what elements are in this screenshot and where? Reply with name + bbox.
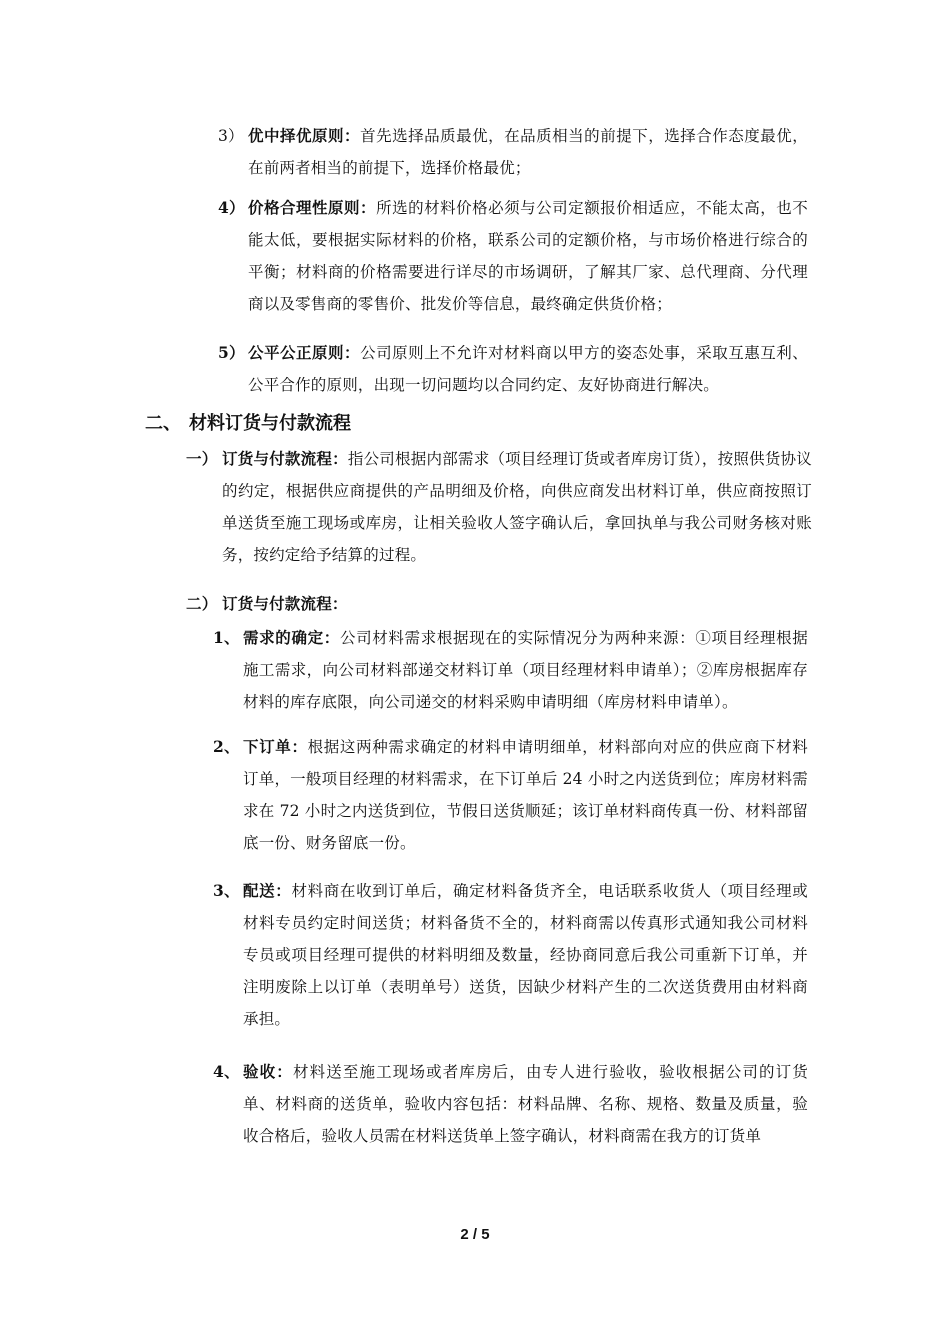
subsection-2 [186, 588, 812, 620]
step-4-title: 验收： [243, 1062, 293, 1081]
step-2-text: 根据这两种需求确定的材料申请明细单，材料部向对应的供应商下材料订单，一般项目经理的材料需求，在下订单后 24 小时之内送货到位；库房材料需求在 72 小时之内送货到位，节假日送货顺延；该订单材料商传真一份、材料部留底一份、财务留底一份。 [243, 738, 808, 852]
step-4-text: 材料送至施工现场或者库房后，由专人进行验收，验收根据公司的订货单、材料商的送货单，验收内容包括：材料品牌、名称、规格、数量及质量，验收合格后，验收人员需在材料送货单上签字确认，材料商需在我方的订货单 [243, 1063, 808, 1145]
principle-3-text: 首先选择品质最优，在品质相当的前提下，选择合作态度最优，在前两者相当的前提下，选择价格最优； [248, 127, 808, 177]
step-2-number: 2、 [213, 737, 240, 756]
step-3-title: 配送： [243, 881, 292, 900]
step-3-number: 3、 [213, 881, 240, 900]
step-1-number: 1、 [213, 628, 240, 647]
step-4-number: 4、 [213, 1062, 240, 1081]
principle-3 [218, 120, 808, 184]
principle-3-title: 优中择优原则： [248, 126, 361, 145]
subsection-2-number: 二） [186, 594, 218, 613]
step-2 [213, 731, 808, 859]
principle-3-number: 3） [218, 127, 244, 145]
step-4 [213, 1056, 808, 1152]
step-3 [213, 875, 808, 1035]
principle-5-number: 5） [218, 343, 245, 362]
principle-4-number: 4） [218, 198, 245, 217]
section-heading [145, 408, 351, 440]
principle-4 [218, 192, 808, 320]
subsection-2-title: 订货与付款流程： [222, 594, 348, 613]
step-1 [213, 622, 808, 718]
subsection-1-text: 指公司根据内部需求（项目经理订货或者库房订货），按照供货协议的约定，根据供应商提供的产品明细及价格，向供应商发出材料订单，供应商按照订单送货至施工现场或库房，让相关验收人签字确认后，拿回执单与我公司财务核对账务，按约定给予结算的过程。 [222, 450, 812, 564]
section-number: 二、 [145, 413, 181, 434]
step-3-text: 材料商在收到订单后，确定材料备货齐全，电话联系收货人（项目经理或材料专员约定时间送货；材料备货不全的，材料商需以传真形式通知我公司材料专员或项目经理可提供的材料明细及数量，经协商同意后我公司重新下订单，并注明废除上以订单（表明单号）送货，因缺少材料产生的二次送货费用由材料商承担。 [243, 882, 808, 1028]
page-number: 2 / 5 [460, 1226, 490, 1243]
principle-5 [218, 337, 808, 401]
principle-4-text: 所选的材料价格必须与公司定额报价相适应，不能太高，也不能太低，要根据实际材料的价格，联系公司的定额价格，与市场价格进行综合的平衡；材料商的价格需要进行详尽的市场调研，了解其厂家、总代理商、分代理商以及零售商的零售价、批发价等信息，最终确定供货价格； [248, 199, 808, 313]
subsection-1-title: 订货与付款流程： [222, 449, 348, 468]
subsection-1-number: 一） [186, 449, 218, 468]
subsection-1 [186, 443, 812, 571]
step-1-text: 公司材料需求根据现在的实际情况分为两种来源：①项目经理根据施工需求，向公司材料部递交材料订单（项目经理材料申请单）；②库房根据库存材料的库存底限，向公司递交的材料采购申请明细（库房材料申请单）。 [243, 629, 808, 711]
section-title: 材料订货与付款流程 [189, 413, 351, 434]
principle-5-title: 公平公正原则： [248, 343, 361, 362]
step-2-title: 下订单： [243, 737, 308, 756]
step-1-title: 需求的确定： [243, 628, 340, 647]
principle-5-text: 公司原则上不允许对材料商以甲方的姿态处事，采取互惠互利、公平合作的原则，出现一切问题均以合同约定、友好协商进行解决。 [248, 344, 808, 394]
principle-4-title: 价格合理性原则： [248, 198, 377, 217]
